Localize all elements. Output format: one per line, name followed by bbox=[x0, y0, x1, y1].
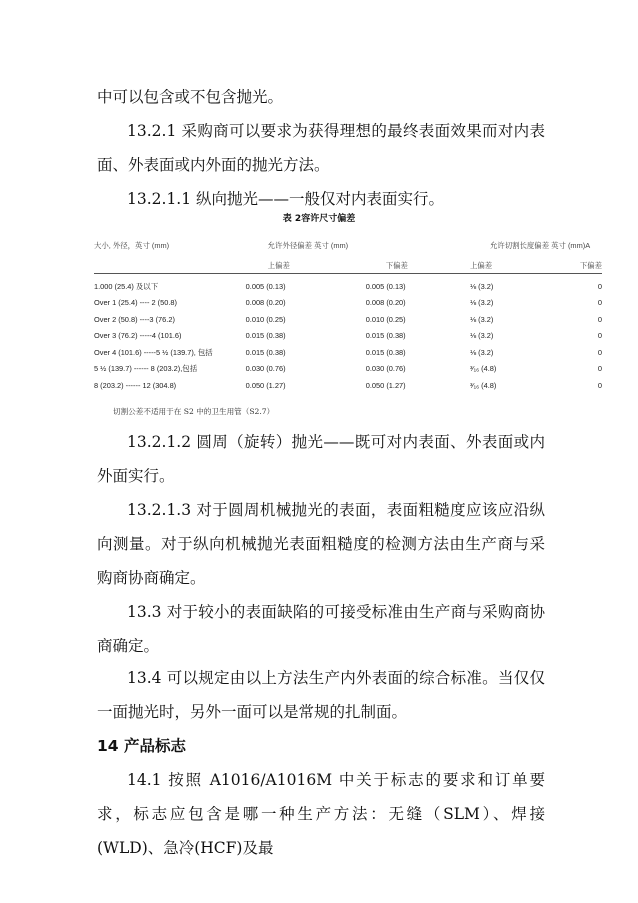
table-title: 表 2容许尺寸偏差 bbox=[282, 214, 356, 224]
subheader-upper-od: 上偏差 bbox=[246, 258, 366, 274]
cell-size: Over 4 (101.6) -----5 ½ (139.7), 包括 bbox=[94, 347, 213, 357]
header-length-tolerance: 允许切割长度偏差 英寸 (mm)A bbox=[489, 241, 591, 250]
header-od-tolerance: 允许外径偏差 英寸 (mm) bbox=[267, 241, 349, 250]
cell-size: Over 3 (76.2) -----4 (101.6) bbox=[94, 331, 182, 341]
cell-od-upper: 0.050 (1.27) bbox=[245, 380, 286, 390]
table-subheader-row bbox=[94, 258, 602, 274]
cell-len-upper: ³⁄₁₆ (4.8) bbox=[469, 380, 497, 390]
cell-len-upper: ⅛ (3.2) bbox=[469, 347, 494, 357]
header-size: 大小, 外径，英寸 (mm) bbox=[94, 241, 170, 250]
table-header-row bbox=[94, 240, 602, 258]
cell-od-lower: 0.005 (0.13) bbox=[365, 281, 406, 291]
cell-len-lower: 0 bbox=[597, 331, 602, 341]
cell-od-upper: 0.010 (0.25) bbox=[245, 314, 286, 324]
cell-len-lower: 0 bbox=[597, 314, 602, 324]
paragraph-13-4: 13.4 可以规定由以上方法生产内外表面的综合标准。当仅仅一面抛光时，另外一面可以是常规的扎制面。 bbox=[97, 669, 545, 721]
table-row bbox=[94, 311, 602, 328]
cell-len-upper: ⅛ (3.2) bbox=[469, 281, 494, 291]
cell-len-upper: ³⁄₁₆ (4.8) bbox=[469, 364, 497, 374]
cell-len-lower: 0 bbox=[597, 298, 602, 308]
cell-od-upper: 0.015 (0.38) bbox=[245, 347, 286, 357]
cell-od-upper: 0.015 (0.38) bbox=[245, 331, 286, 341]
cell-size: Over 1 (25.4) ---- 2 (50.8) bbox=[94, 298, 177, 308]
cell-size: Over 2 (50.8) ----3 (76.2) bbox=[94, 314, 175, 324]
cell-len-upper: ⅛ (3.2) bbox=[469, 314, 494, 324]
paragraph-13-2-1-2: 13.2.1.2 圆周（旋转）抛光——既可对内表面、外表面或内外面实行。 bbox=[97, 433, 545, 485]
subheader-upper-length: 上偏差 bbox=[470, 258, 563, 274]
cell-od-upper: 0.005 (0.13) bbox=[245, 281, 286, 291]
cell-len-lower: 0 bbox=[597, 380, 602, 390]
cell-od-lower: 0.050 (1.27) bbox=[365, 380, 406, 390]
cell-size: 8 (203.2) ------ 12 (304.8) bbox=[94, 380, 177, 390]
cell-len-lower: 0 bbox=[597, 364, 602, 374]
table-row bbox=[94, 344, 602, 361]
subheader-lower-od: 下偏差 bbox=[366, 258, 470, 274]
paragraph-13-2-1: 13.2.1 采购商可以要求为获得理想的最终表面效果而对内表面、外表面或内外面的抛光方法。 bbox=[97, 122, 545, 174]
cell-len-upper: ⅛ (3.2) bbox=[469, 331, 494, 341]
cell-size: 1.000 (25.4) 及以下 bbox=[94, 281, 159, 291]
cell-od-lower: 0.010 (0.25) bbox=[365, 314, 406, 324]
paragraph-13-2-1-3: 13.2.1.3 对于圆周机械抛光的表面，表面粗糙度应该应沿纵向测量。对于纵向机械抛光表面粗糙度的检测方法由生产商与采购商协商确定。 bbox=[97, 501, 545, 587]
section-heading-14: 14 产品标志 bbox=[97, 737, 186, 755]
cell-len-lower: 0 bbox=[597, 281, 602, 291]
cell-len-lower: 0 bbox=[597, 347, 602, 357]
paragraph-continuation: 中可以包含或不包含抛光。 bbox=[97, 88, 284, 106]
paragraph-13-3: 13.3 对于较小的表面缺陷的可接受标准由生产商与采购商协商确定。 bbox=[97, 603, 545, 655]
cell-od-lower: 0.008 (0.20) bbox=[365, 298, 406, 308]
cell-size: 5 ½ (139.7) ------ 8 (203.2),包括 bbox=[94, 364, 198, 374]
paragraph-14-1: 14.1 按照 A1016/A1016M 中关于标志的要求和订单要求，标志应包含是哪一种生产方法：无缝（SLM）、焊接(WLD)、急冷(HCF)及最 bbox=[97, 771, 545, 857]
cell-len-upper: ⅛ (3.2) bbox=[469, 298, 494, 308]
subheader-lower-length: 下偏差 bbox=[563, 258, 602, 274]
table-row bbox=[94, 361, 602, 378]
table-row bbox=[94, 274, 602, 295]
cell-od-lower: 0.015 (0.38) bbox=[365, 347, 406, 357]
cell-od-upper: 0.030 (0.76) bbox=[245, 364, 286, 374]
table-row bbox=[94, 377, 602, 394]
paragraph-13-2-1-1: 13.2.1.1 纵向抛光——一般仅对内表面实行。 bbox=[127, 190, 445, 208]
tolerance-table bbox=[94, 240, 602, 394]
cell-od-lower: 0.015 (0.38) bbox=[365, 331, 406, 341]
table-row bbox=[94, 295, 602, 312]
cell-od-lower: 0.030 (0.76) bbox=[365, 364, 406, 374]
cell-od-upper: 0.008 (0.20) bbox=[245, 298, 286, 308]
table-footnote: 切割公差不适用于在 S2 中的卫生用管（S2.7） bbox=[113, 407, 275, 416]
table-row bbox=[94, 328, 602, 345]
subheader-empty bbox=[94, 258, 246, 274]
